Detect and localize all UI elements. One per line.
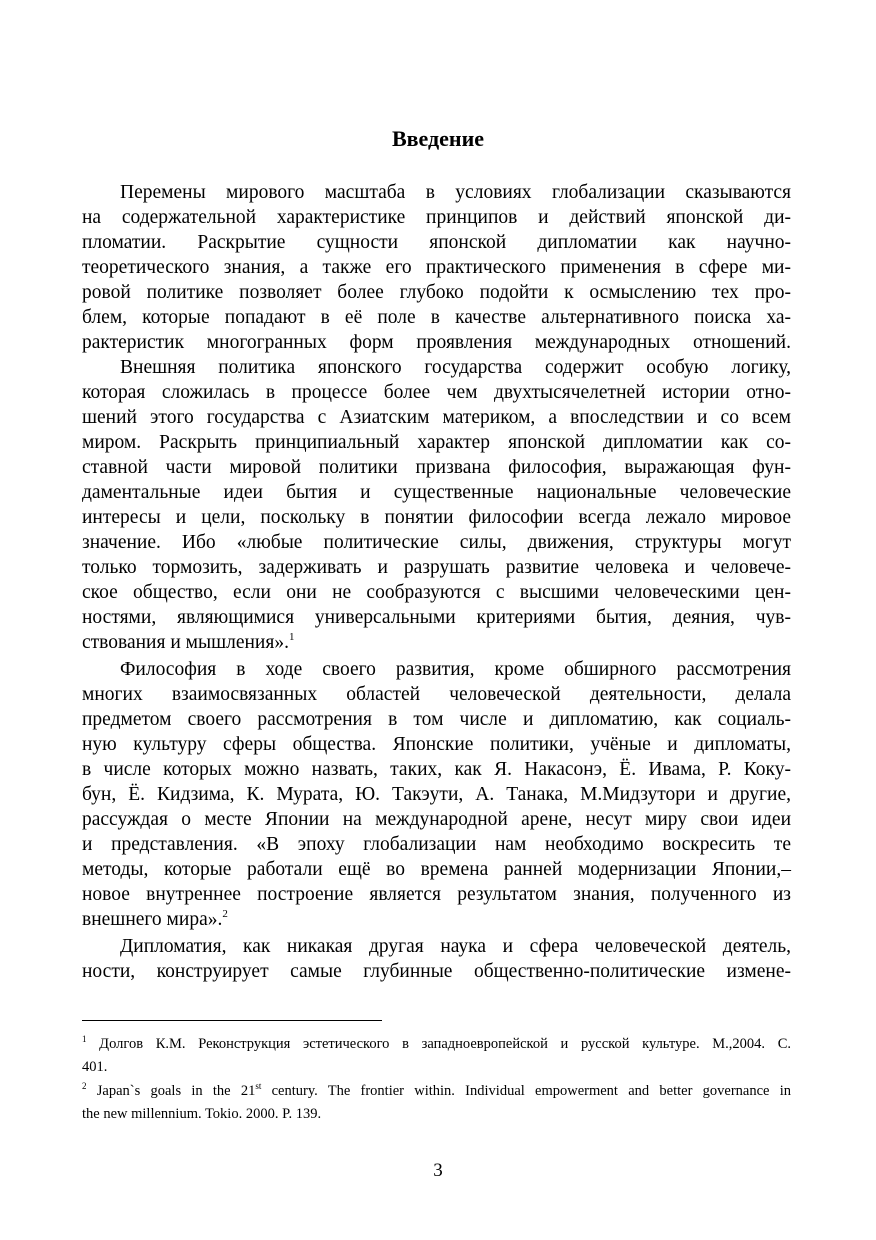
footnote-1-continuation: 401. xyxy=(82,1059,108,1075)
text-line: ставной части мировой политики призвана философия, выражающая фун- xyxy=(82,457,791,478)
text-line: и представления. «В эпоху глобализации нам необходимо воскресить те xyxy=(82,834,791,855)
text-line: предметом своего рассмотрения в том числе и дипломатию, как социаль- xyxy=(82,709,791,730)
text-line: интересы и цели, поскольку в понятии философии всегда лежало мировое xyxy=(82,507,791,528)
text-line: рассуждая о месте Японии на международной арене, несут миру свои идеи xyxy=(82,809,791,830)
text-line: даментальные идеи бытия и существенные национальные человеческие xyxy=(82,482,791,503)
footnote-ref-1[interactable]: 1 xyxy=(288,631,295,643)
text-line: ское общество, если они не сообразуются с высшими человеческими цен- xyxy=(82,582,791,603)
footnote-ref-2[interactable]: 2 xyxy=(222,908,228,920)
text-line-with-footnote xyxy=(82,630,791,655)
text-line: на содержательной характеристике принципов и действий японской ди- xyxy=(82,207,791,228)
text-line: новое внутреннее построение является результатом знания, полученного из xyxy=(82,884,791,905)
text-line: пломатии. Раскрытие сущности японской дипломатии как научно- xyxy=(82,232,791,253)
text-line-content: ствования и мышления». xyxy=(82,632,289,653)
text-line: только тормозить, задерживать и разрушать развитие человека и человече- xyxy=(82,557,791,578)
page-title: Введение xyxy=(391,126,485,151)
footnote-2 xyxy=(82,1080,791,1103)
text-line: ностями, являющимися универсальными критериями бытия, деяния, чув- xyxy=(82,607,791,628)
text-line: значение. Ибо «любые политические силы, движения, структуры могут xyxy=(82,532,791,553)
text-line-with-footnote xyxy=(82,907,791,932)
text-line: теоретического знания, а также его практического применения в сфере ми- xyxy=(82,257,791,278)
footnote-text: century. The frontier within. Individual empowerment and better governance in xyxy=(261,1083,791,1099)
text-line-content: внешнего мира». xyxy=(82,909,223,930)
text-line: шений этого государства с Азиатским материком, а впоследствии и со всем xyxy=(82,407,791,428)
text-line: ровой политике позволяет более глубоко подойти к осмыслению тех про- xyxy=(82,282,791,303)
text-line: Дипломатия, как никакая другая наука и сфера человеческой деятель, xyxy=(120,936,791,957)
page-number: 3 xyxy=(433,1160,443,1181)
footnote-number: 2 xyxy=(82,1081,87,1091)
text-line: Внешняя политика японского государства содержит особую логику, xyxy=(120,357,791,378)
text-line: миром. Раскрыть принципиальный характер японской дипломатии как со- xyxy=(82,432,791,453)
footnote-number: 1 xyxy=(82,1034,87,1044)
ordinal-suffix: st xyxy=(255,1081,262,1091)
text-line: ности, конструирует самые глубинные общественно-политические измене- xyxy=(82,961,791,982)
footnote-1 xyxy=(82,1033,791,1056)
footnote-text: Долгов К.М. Реконструкция эстетического в западноевропейской и русской культуре. М.,2004. С. xyxy=(99,1036,791,1052)
text-line: бун, Ё. Кидзима, К. Мурата, Ю. Такэути, А. Танака, М.Мидзутори и другие, xyxy=(82,784,791,805)
text-line: которая сложилась в процессе более чем двухтысячелетней истории отно- xyxy=(82,382,791,403)
text-line: ную культуру сферы общества. Японские политики, учёные и дипломаты, xyxy=(82,734,791,755)
footnote-text: Japan`s goals in the 21 xyxy=(96,1083,256,1099)
footnote-separator xyxy=(82,1020,382,1021)
text-line: многих взаимосвязанных областей человеческой деятельности, делала xyxy=(82,684,791,705)
text-line: Перемены мирового масштаба в условиях глобализации сказываются xyxy=(120,182,791,203)
text-line: методы, которые работали ещё во времена ранней модернизации Японии,– xyxy=(82,859,791,880)
text-line: в числе которых можно назвать, таких, как Я. Накасонэ, Ё. Ивама, Р. Коку- xyxy=(82,759,791,780)
text-line: рактеристик многогранных форм проявления международных отношений. xyxy=(82,332,791,353)
text-line: блем, которые попадают в её поле в качестве альтернативного поиска ха- xyxy=(82,307,791,328)
footnote-2-continuation: the new millennium. Tokio. 2000. P. 139. xyxy=(82,1106,322,1122)
text-line: Философия в ходе своего развития, кроме обширного рассмотрения xyxy=(120,659,791,680)
